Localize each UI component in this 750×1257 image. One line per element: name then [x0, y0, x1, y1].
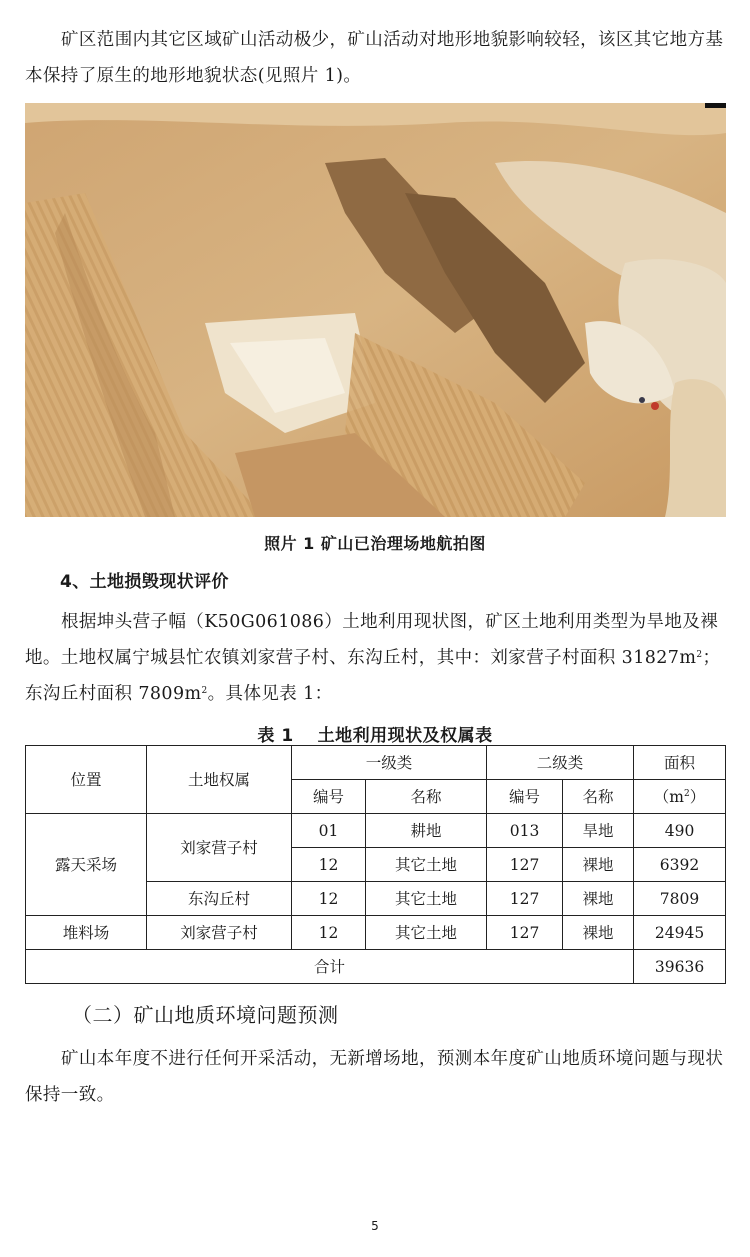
cell-l1-name: 耕地 [366, 814, 487, 848]
cell-location: 堆料场 [26, 916, 147, 950]
total-label: 合计 [26, 950, 634, 984]
cell-l2-code: 127 [487, 848, 563, 882]
cell-ownership: 刘家营子村 [147, 916, 292, 950]
squared-superscript: 2 [201, 686, 208, 696]
cell-l2-name: 裸地 [563, 848, 634, 882]
aerial-terrain-image [25, 103, 726, 517]
section-2-heading: （二）矿山地质环境问题预测 [72, 1003, 339, 1027]
cell-l2-code: 127 [487, 916, 563, 950]
header-level1: 一级类 [292, 746, 487, 780]
cell-area: 490 [634, 814, 726, 848]
header-l2-name: 名称 [563, 780, 634, 814]
table-row [26, 916, 726, 950]
squared-superscript: 2 [696, 650, 703, 660]
cell-l1-code: 01 [292, 814, 366, 848]
land-use-text-c: 。具体见表 1： [207, 684, 333, 704]
header-area: 面积 [634, 746, 726, 780]
land-use-paragraph [25, 604, 725, 712]
table-title: 表 1 土地利用现状及权属表 [257, 726, 493, 746]
section-4-heading: 4、土地损毁现状评价 [60, 572, 229, 592]
cell-ownership: 东沟丘村 [147, 882, 292, 916]
cell-area: 7809 [634, 882, 726, 916]
cell-l1-code: 12 [292, 848, 366, 882]
cell-l2-code: 013 [487, 814, 563, 848]
table-header-row [26, 746, 726, 780]
cell-ownership: 刘家营子村 [147, 814, 292, 882]
page-number: 5 [371, 1219, 379, 1233]
header-area-unit: $(m^2)$ [634, 780, 726, 814]
header-location: 位置 [26, 746, 147, 814]
cell-l2-name: 裸地 [563, 882, 634, 916]
header-l1-code: 编号 [292, 780, 366, 814]
cell-location: 露天采场 [26, 814, 147, 916]
intro-paragraph: 矿区范围内其它区域矿山活动极少，矿山活动对地形地貌影响较轻，该区其它地方基本保持了原生的地形地貌状态(见照片 1)。 [25, 30, 724, 86]
cell-l1-name: 其它土地 [366, 916, 487, 950]
cell-l1-name: 其它土地 [366, 848, 487, 882]
land-use-table [25, 745, 726, 984]
cell-l2-name: 旱地 [563, 814, 634, 848]
cell-l1-name: 其它土地 [366, 882, 487, 916]
cell-l2-name: 裸地 [563, 916, 634, 950]
prediction-paragraph: 矿山本年度不进行任何开采活动，无新增场地，预测本年度矿山地质环境问题与现状保持一致。 [25, 1049, 724, 1105]
land-use-text-a: 根据坤头营子幅（K50G061086）土地利用现状图，矿区土地利用类型为旱地及裸地。土地权属宁城县忙农镇刘家营子村、东沟丘村，其中：刘家营子村面积 31827m [25, 612, 719, 668]
land-use-text-b: ；东沟丘村面积 7809m [25, 648, 721, 704]
cell-l1-code: 12 [292, 882, 366, 916]
header-l1-name: 名称 [366, 780, 487, 814]
cell-l1-code: 12 [292, 916, 366, 950]
cell-l2-code: 127 [487, 882, 563, 916]
header-l2-code: 编号 [487, 780, 563, 814]
photo-caption: 照片 1 矿山已治理场地航拍图 [264, 534, 486, 553]
header-ownership: 土地权属 [147, 746, 292, 814]
header-level2: 二级类 [487, 746, 634, 780]
total-value: 39636 [634, 950, 726, 984]
aerial-photo [25, 103, 726, 517]
table-total-row [26, 950, 726, 984]
cell-area: 6392 [634, 848, 726, 882]
table-row [26, 814, 726, 848]
cell-area: 24945 [634, 916, 726, 950]
